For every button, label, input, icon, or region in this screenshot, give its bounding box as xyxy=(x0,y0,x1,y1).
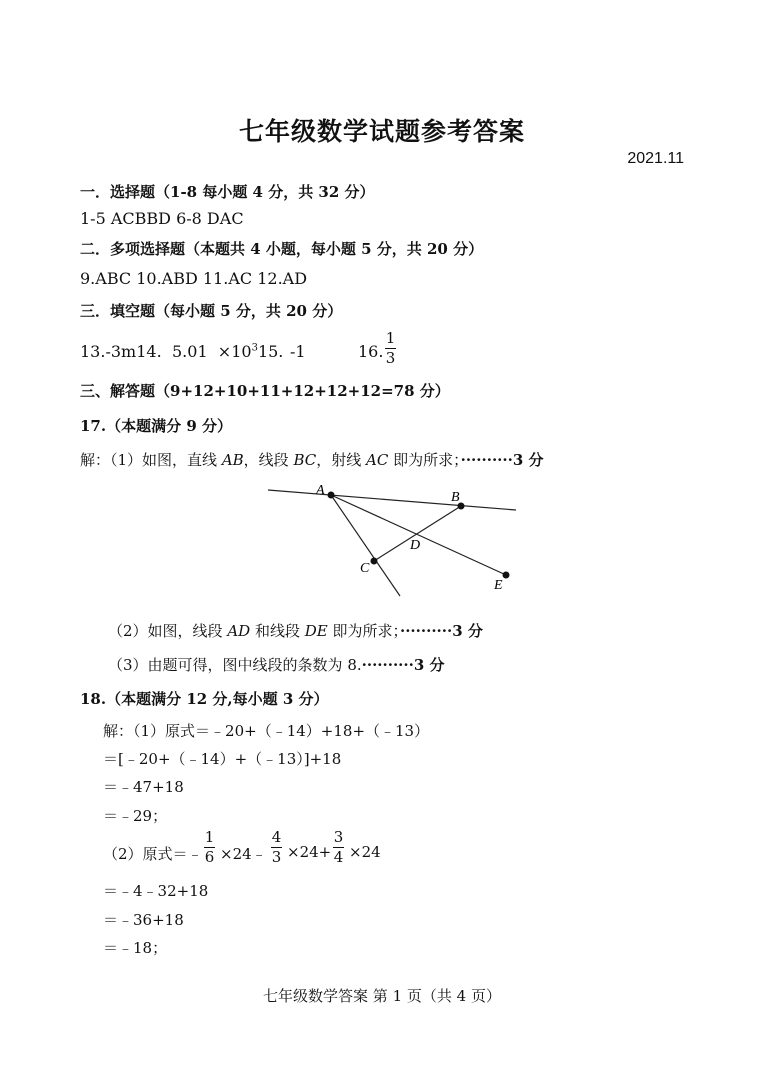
q17-part1: 解：（1）如图，直线 AB，线段 BC，射线 AC 即为所求；··········3 分 xyxy=(80,451,544,469)
q18-p2-line2: ＝﹣4﹣32+18 xyxy=(103,882,209,900)
q18-heading: 18.（本题满分 12 分,每小题 3 分） xyxy=(80,690,329,708)
fraction-4-3: 4 3 xyxy=(271,828,282,866)
answer-16-label: 16. xyxy=(358,342,384,361)
q18-p2-mid1: ×24﹣ xyxy=(220,845,267,863)
q18-p1-line2: ＝[﹣20+（﹣14）+（﹣13）]+18 xyxy=(103,750,342,768)
answer-15: -1 xyxy=(290,342,306,361)
q18-p2-line3: ＝﹣36+18 xyxy=(103,911,184,929)
q18-p2-mid2: ×24+ xyxy=(287,843,332,861)
q18-p1-line1: 解：（1）原式＝﹣20+（﹣14）+18+（﹣13） xyxy=(103,722,430,740)
section-2-heading: 二．多项选择题（本题共 4 小题，每小题 5 分，共 20 分） xyxy=(80,240,484,258)
answer-14: $5.01 \times 10^315$. xyxy=(172,342,284,361)
q18-p2-end: ×24 xyxy=(349,843,381,861)
answer-16-fraction: 1 3 xyxy=(385,329,396,367)
q18-p1-line3: ＝﹣47+18 xyxy=(103,778,184,796)
fraction-3-4: 3 4 xyxy=(333,828,344,866)
section-4-heading: 三、解答题（9+12+10+11+12+12+12=78 分） xyxy=(80,382,450,400)
q17-heading: 17.（本题满分 9 分） xyxy=(80,417,232,435)
q17-part3: （3）由题可得，图中线段的条数为 8.··········3 分 xyxy=(108,656,445,674)
geometry-figure xyxy=(260,478,524,604)
section-2-answers: 9.ABC 10.ABD 11.AC 12.AD xyxy=(80,269,308,288)
label-e: E xyxy=(494,578,503,593)
q18-p1-line4: ＝﹣29； xyxy=(103,807,168,825)
q18-p2-line4: ＝﹣18； xyxy=(103,939,168,957)
answer-13: 13.-3m14. xyxy=(80,342,162,361)
label-d: D xyxy=(410,538,421,553)
label-c: C xyxy=(360,561,370,576)
section-1-heading: 一．选择题（1-8 每小题 4 分，共 32 分） xyxy=(80,183,375,201)
section-3-heading: 三．填空题（每小题 5 分，共 20 分） xyxy=(80,302,343,320)
point-e xyxy=(503,572,510,579)
section-1-answers: 1-5 ACBBD 6-8 DAC xyxy=(80,209,244,228)
label-b: B xyxy=(451,490,460,505)
q18-p2-prefix: （2）原式＝﹣ xyxy=(103,845,203,863)
page-footer: 七年级数学答案 第 1 页（共 4 页） xyxy=(263,987,501,1005)
page-title: 七年级数学试题参考答案 xyxy=(238,117,525,146)
point-c xyxy=(371,558,378,565)
date: 2021.11 xyxy=(627,150,684,167)
fraction-1-6: 1 6 xyxy=(204,828,215,866)
label-a: A xyxy=(316,483,325,498)
point-a xyxy=(328,492,335,499)
q17-part2: （2）如图，线段 AD 和线段 DE 即为所求；··········3 分 xyxy=(108,622,483,640)
line-ab xyxy=(268,490,516,510)
